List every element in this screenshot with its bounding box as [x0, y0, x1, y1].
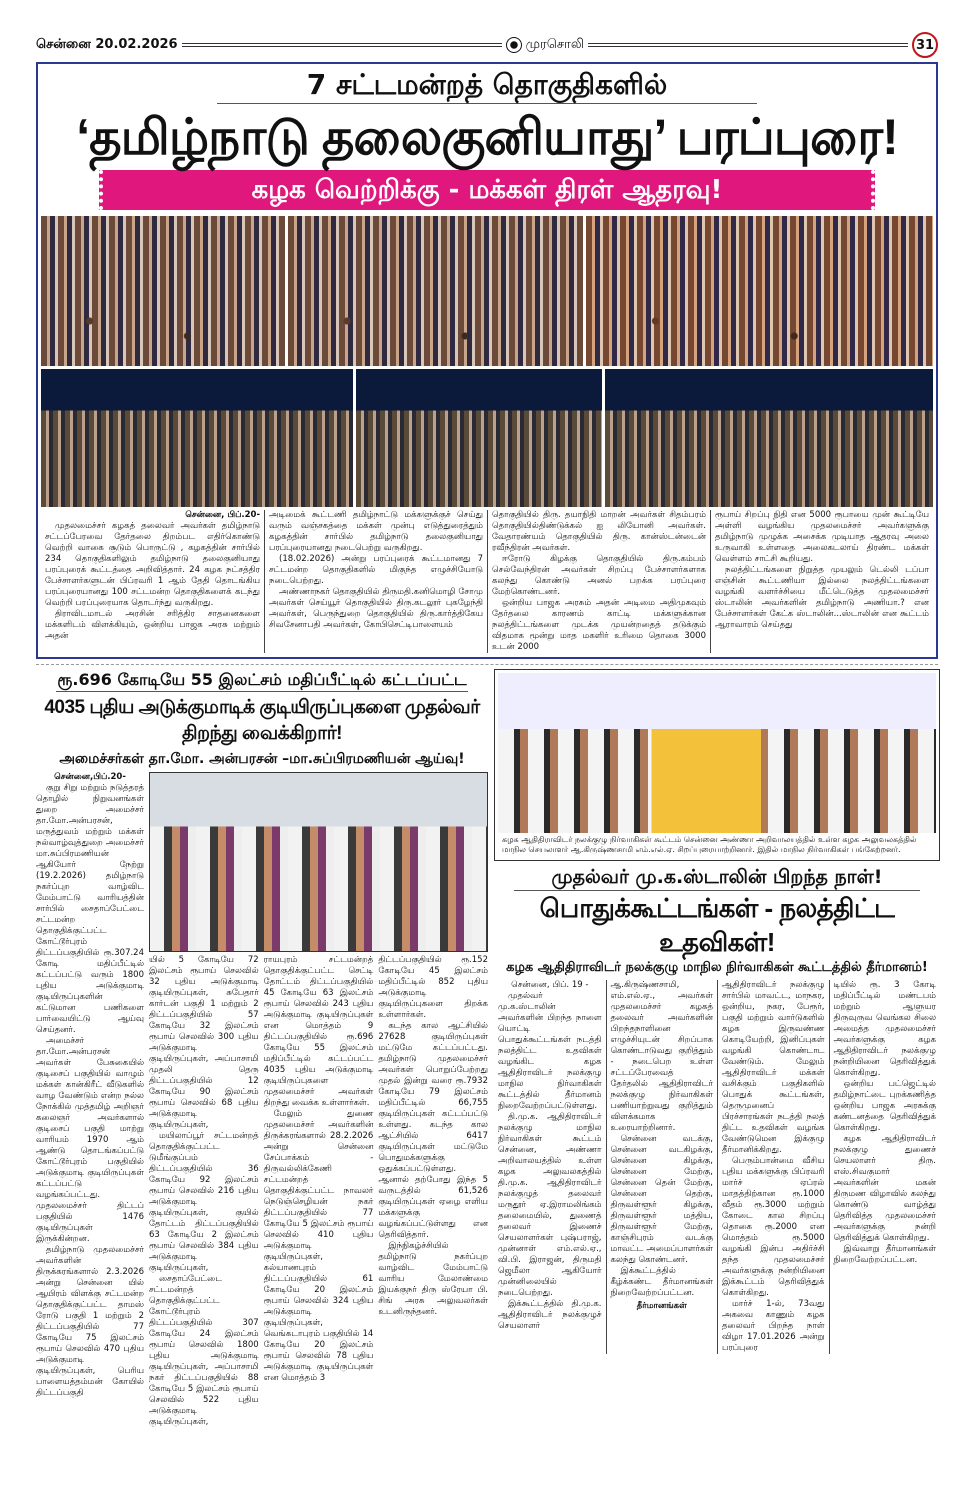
welfare-story-body [494, 980, 940, 1354]
paragraph: ஒன்றிய பட்ஜெட்டில் தமிழ்நாட்டை புறக்கணித்த ஒன்றிய பாஜக அரசுக்கு கண்டனத்தை தெரிவித்துக் கொள்கிறது. [833, 1079, 936, 1133]
paragraph: தி.மு.க. ஆதிதிராவிடர் நலக்குழு மாநில நிர்வாகிகள் கூட்டம் சென்னை, அண்ணா அறிவாலயத்தில் உள்ள கழக அலுவலகத்தில் தி.மு.க. ஆதிதிராவிடர் நலக்குழுத் தலைவர் மருதூர் ஏ.இராமலிங்கம் தலைமையில், துணைத் தலைவர் இணைச் செயலாளர்கள் புஷ்பராஜ், முன்னாள் எம்.எல்.ஏ., வி.பி. இராஜன், திருமதி ஜெமீலா ஆகியோர் முன்னிலையில் நடைபெற்றது. [498, 1112, 602, 1298]
left-headline: 4035 புதிய அடுக்குமாடிக் குடியிருப்புகளை முதல்வர் திறந்து வைக்கிறார்! [44, 697, 480, 744]
top-story-frame [36, 62, 938, 659]
right-headline: பொதுக்கூட்டங்கள் - நலத்திட்ட உதவிகள்! [539, 893, 895, 957]
meeting-photo-frame [494, 669, 940, 861]
top-kicker: 7 சட்டமன்றத் தொகுதிகளில் [217, 67, 757, 104]
paragraph: ராயபுரம் சட்டமன்றத் தொகுதிக்குட்பட்ட செட்டி தோட்டம் திட்டப்பகுதியில் 45 கோடியே 63 இலட்சம் ரூபாய் செலவில் 243 புதிய அடுக்குமாடி குடியிருப்புகள் என மொத்தம் 9 திட்டப்பகுதியில் ரூ.696 கோடியே 55 இலட்சம் மதிப்பீட்டில் கட்டப்பட்ட 4035 புதிய அடுக்குமாடி குடியிருப்புகளை முதலமைச்சர் அவர்கள் திறந்து வைக்க உள்ளார்கள். [263, 955, 374, 1108]
paragraph: மயிலாப்பூர் சட்டமன்றத் தொகுதிக்குட்பட்ட டுமீங்குப்பம் திட்டப்பகுதியில் 36 கோடியே 92 இலட்சம் ரூபாய் செலவில் 216 புதிய அடுக்குமாடி குடியிருப்புகள், குயில் தோட்டம் திட்டப்பகுதியில் 63 கோடியே 2 இலட்சம் ரூபாய் செலவில் 384 புதிய அடுக்குமாடி குடியிருப்புகள், [149, 1131, 259, 1273]
paragraph: இவ்வாறு தீர்மானங்கள் நிறைவேற்றப்பட்டன. [833, 1244, 936, 1265]
paragraph: அடிமைக் கூட்டணி தமிழ்நாட்டு மக்களுக்குச் செய்து வரும் வஞ்சகத்தை மக்கள் முன்பு எடுத்துரைத்தும் கழகத்தின் சார்பில் தமிழ்நாடு தலைகுனியாது பரப்புரையானது நடைபெற்று வருகிறது. [269, 510, 483, 553]
left-col-3 [264, 955, 374, 1428]
welfare-story [494, 669, 940, 1428]
rally-photo-night [41, 369, 353, 507]
right-kicker: முதல்வர் மு.க.ஸ்டாலின் பிறந்த நாள்! [514, 864, 920, 891]
paragraph: பெரும்பான்மை வீசிய புதிய மக்களுக்கு பிப்ரவரி மார்ச் ஏப்ரல் மாதத்திற்கான ரூ.1000 வீதம் ரூ.3000 மற்றும் கோடை கால சிறப்பு தொகை ரூ.2000 என மொத்தம் ரூ.5000 வழங்கி இன்ப அதிர்ச்சி தந்த முதலமைச்சர் அவர்களுக்கு நன்றியினை இக்கூட்டம் தெரிவித்துக் கொள்கிறது. [722, 1156, 825, 1298]
paragraph: மார்ச் 1-ல், 73வது அகவை காணும் கழக தலைவர் பிறந்த நாள் விழா 17.01.2026 அன்று பரப்புரை [722, 1299, 825, 1353]
left-kicker: ரூ.696 கோடியே 55 இலட்சம் மதிப்பீட்டில் கட்டப்பட்ட [56, 669, 468, 692]
header-rule [182, 43, 502, 47]
paragraph: கழக ஆதிதிராவிடர் நலக்குழு துணைச் செயலாளர் திரு. எஸ்.சிவகுமார் அவர்களின் மகன் திருமண விழாவில் கலந்து கொண்டு வாழ்த்து தெரிவித்த முதலமைச்சர் அவர்களுக்கு நன்றி தெரிவித்துக் கொள்கிறது. [833, 1134, 936, 1243]
top-col-2 [264, 510, 487, 653]
paragraph: ஒன்றிய பாஜக அரசும் அதன் அடிமை அதிமுகவும் தேர்தலை காரணம் காட்டி மக்களுக்கான நலத்திட்டங்களை முடக்க முயன்றதைத் தடுக்கும் விதமாக மூன்று மாத மகளிர் உரிமை தொகை 3000 உடன் 2000 [492, 598, 706, 652]
paragraph: நலத்திட்டங்களை நிறுத்த முயலும் டெல்லி டப்பா எஞ்சின் கூட்டணியா இல்லை நலத்திட்டங்களை வழங்கி வளர்ச்சியை மீட்டெடுத்த முதலமைச்சர் ஸ்டாலின் அவர்களின் தமிழ்நாடு அணியா.? என பேச்சாளர்கள் கேட்க ஸ்டாலின்...ஸ்டாலின் என கூட்டம் ஆராவாரம் செய்தது [715, 565, 929, 630]
rally-photo-audience [605, 369, 933, 507]
left-dateline: சென்னை,பிப்.20- [54, 772, 126, 782]
paragraph: சென்னை வடக்கு, சென்னை வடகிழக்கு, சென்னை கிழக்கு, சென்னை மேற்கு, சென்னை தென் மேற்கு, சென்னை தெற்கு, திருவள்ளூர் கிழக்கு, திருவள்ளூர் மத்திய, திருவள்ளூர் மேற்கு, காஞ்சிபுரம் வடக்கு மாவட்ட அமைப்பாளர்கள் கலந்து கொண்டனர். [610, 1134, 713, 1265]
left-subhead: அமைச்சர்கள் தா.மோ. அன்பரசன் –மா.சுப்பிரமணியன் ஆய்வு! [59, 751, 465, 767]
bottom-section [36, 669, 938, 1428]
paragraph: மேலும் துணை முதலமைச்சர் அவர்களின் திருக்கரங்களால் 28.2.2026 அன்று சென்னை சேப்பாக்கம் - திருவல்லிக்கேணி சட்டமன்றத் தொகுதிக்குட்பட்ட நாவலர் நெடுஞ்செழியன் நகர் திட்டப்பகுதியில் 77 கோடியே 5 இலட்சம் ரூபாய் செலவில் 410 புதிய அடுக்குமாடி குடியிருப்புகள், கல்யாணபுரம் திட்டப்பகுதியில் 61 கோடியே 20 இலட்சம் ரூபாய் செலவில் 324 புதிய அடுக்குமாடி குடியிருப்புகள், வெங்கடாபுரம் பகுதியில் 14 கோடியே 20 இலட்சம் ரூபாய் செலவில் 78 புதிய அடுக்குமாடி குடியிருப்புகள் என மொத்தம் 3 [263, 1109, 374, 1383]
paragraph: தொகுதியில் திரு. தயாநிதி மாறன் அவர்கள் சிதம்பரம் தொகுதியில்திண்டுக்கல் ஐ லியோனி அவர்கள். வேதாரண்யம் தொகுதியில் திரு. கான்ஸ்டன்டைன் ரவீந்திரன் அவர்கள். [492, 510, 706, 553]
paragraph: ஈரோடு கிழக்கு தொகுதியில் திரு.கம்பம் செல்வேந்திரன் அவர்கள் சிறப்பு பேச்சாளர்களாக கலந்து கொண்டு அனல் பறக்க பரப்புரை மேற்கொண்டனர். [492, 554, 706, 597]
right-col-3 [717, 980, 829, 1354]
right-subhead: கழக ஆதிதிராவிடர் நலக்குழு மாநில நிர்வாகிகள் கூட்டத்தில் தீர்மானம்! [506, 960, 928, 975]
paragraph: ஆதிதிராவிடர் நலக்குழு சார்பில் மாவட்ட, மாநகர, ஒன்றிய, நகர, பேரூர், பகுதி மற்றும் வார்டுகளில் கழக இருவண்ண கொடியேற்றி, இனிப்புகள் வழங்கி கொண்டாட வேண்டும். மேலும் ஆதிதிராவிடர் மக்கள் வசிக்கும் பகுதிகளில் பொதுக் கூட்டங்கள், தெருமுனைப் பிரச்சாரங்கள் நடத்தி நலத் திட்ட உதவிகள் வழங்க வேண்டுமென இக்குழு தீர்மானிக்கிறது. [722, 980, 825, 1155]
paragraph: திட்டப்பகுதியில் ரூ.152 கோடியே 45 இலட்சம் மதிப்பீட்டில் 852 புதிய அடுக்குமாடி குடியிருப்புகளை திறக்க உள்ளார்கள். [378, 955, 488, 1020]
top-dateline: சென்னை, பிப்.20- [185, 510, 260, 520]
top-col-1 [41, 510, 264, 653]
housing-story-body [36, 772, 488, 1428]
paper-logo-icon [506, 37, 522, 53]
photo-caption: கழக ஆதிதிராவிடர் நலக்குழு நிர்வாகிகள் கூட்டம் சென்னை அண்ணா அறிவாலயத்தில் உள்ள கழக அலுவலகத்தில் மாநில செயலாளர் ஆ.கிருஷ்ணசாமி எம்.எல்.ஏ. சிறப்புரையாற்றினார். இதில் மாநில நிர்வாகிகள் பங்கேற்றனர். [502, 835, 917, 854]
page-number: 31 [912, 32, 938, 58]
paragraph: அமைச்சர் தா.மோ.அன்பரசன் அவர்கள் பேசுகையில் குடிசைப் பகுதியில் வாழும் மக்கள் கான்கிரீட் வீடுகளில் வாழ வேண்டும் என்ற நல்ல நோக்கில் முத்தமிழ் அறிஞர் கலைஞர் அவர்களால் குடிசைப் பகுதி மாற்று வாரியம் 1970 ஆம் ஆண்டு தொடங்கப்பட்டு கோட்டூர்புரம் பகுதியில் அடுக்குமாடி குடியிருப்புகள் கட்டப்பட்டு வழங்கப்பட்டது. முதலமைச்சர் திட்டப் பகுதியில் 1476 குடியிருப்புகள் இருக்கின்றன. [36, 1036, 144, 1244]
paragraph: திராவிடமாடல் அரசின் சரித்திர சாதனைகளை மக்களிடம் விளக்கியும், ஒன்றிய பாஜக அரசு மற்றும் அதன் [45, 609, 260, 641]
paragraph: சைதாப்பேட்டை சட்டமன்றத் தொகுதிக்குட்பட்ட கோட்டூர்புரம் திட்டப்பகுதியில் 307 கோடியே 24 இலட்சம் ரூபாய் செலவில் 1800 புதிய அடுக்குமாடி குடியிருப்புகள், அப்பாசாமி நகர் திட்டப்பகுதியில் 88 கோடியே 5 இலட்சம் ரூபாய் செலவில் 522 புதிய அடுக்குமாடி குடியிருப்புகள், [149, 1274, 259, 1427]
top-col-4 [710, 510, 933, 653]
paragraph: முதலமைச்சர் கழகத் தலைவர் அவர்கள் தமிழ்நாடு சட்டப்பேரவை தேர்தலை திறம்பட எதிர்கொண்டு வெற்றி வாகை சூடும் பொருட்டு , கழகத்தின் சார்பில் 234 தொகுதிகளிலும் தமிழ்நாடு தலைகுனியாது பரப்புரைக் கூட்டத்தை அறிவித்தார். 24 கழக நட்சத்திர பேச்சாளர்களுடன் பிப்ரவரி 1 ஆம் தேதி தொடங்கிய பரப்புரையானது 100 சட்டமன்ற தொகுதிகளைக் கடந்து வெற்றி பரப்புரையாக தொடர்ந்து வருகிறது. [45, 521, 260, 608]
rally-photo-stage [41, 216, 285, 366]
paragraph: இக்கூட்டத்தில் கீழ்க்கண்ட தீர்மானங்கள் நிறைவேற்றப்பட்டன. [610, 1266, 713, 1298]
left-col-4 [378, 955, 488, 1428]
housing-photo-and-cols [149, 772, 488, 1428]
paragraph: கடந்த கால ஆட்சியில் 27628 குடியிருப்புகள் மட்டுமே கட்டப்பட்டது. தமிழ்நாடு முதலமைச்சர் அவர்கள் பொறுப்பேற்றது முதல் இன்று வரை ரூ.7932 கோடியே 79 இலட்சம் மதிப்பீட்டில் 66,755 குடியிருப்புகள் கட்டப்பட்டு உள்ளது. கடந்த கால ஆட்சியில் 6417 குடியிருப்புகள் மட்டுமே பொதுமக்களுக்கு ஒதுக்கப்பட்டுள்ளது. ஆனால் தற்போது இந்த 5 வருடத்தில் 61,526 குடியிருப்புகள் ஏழை எளிய மக்களுக்கு வழங்கப்பட்டுள்ளது என தெரிவித்தார். [378, 1021, 488, 1240]
rally-photo-statue [356, 369, 602, 507]
left-col-1 [36, 772, 144, 1428]
left-col-2 [149, 955, 259, 1428]
paragraph: (18.02.2026) அன்று பரப்புரைக் கூட்டமானது 7 சட்டமன்ற தொகுதிகளில் மிகுந்த எழுச்சியோடு நடைபெற்றது. [269, 554, 483, 586]
right-col-4 [829, 980, 941, 1354]
photo-row-2 [41, 369, 933, 507]
section-divider [36, 664, 938, 665]
paragraph: இக்கூட்டத்தில் தி.மு.க. ஆதிதிராவிடர் நலக்குழுச் செயலாளர் [498, 1299, 602, 1331]
inspection-photo [149, 772, 488, 952]
paper-name: முரசொலி [525, 37, 585, 52]
paragraph: அண்ணாநகர் தொகுதியில் திருமதி.கனிமொழி சோமு அவர்கள் செய்யூர் தொகுதியில் திரு.கடலூர் புகழேந்தி அவர்கள், பெருந்துறை தொகுதியில் திரு.கார்த்திகேய சிவசேனாபதி அவர்கள், கோபிசெட்டிபாளையம் [269, 587, 483, 630]
housing-cols [149, 955, 488, 1428]
paragraph: முதல்வர் மு.க.ஸ்டாலின் அவர்களின் பிறந்த நாளை யொட்டி பொதுக்கூட்டங்கள் நடத்தி நலத்திட்ட உதவிகள் வழங்கிட கழக ஆதிதிராவிடர் நலக்குழு மாநில நிர்வாகிகள் கூட்டத்தில் தீர்மானம் நிறைவேற்றப்பட்டுள்ளது. [498, 991, 602, 1111]
rally-photo-women [586, 216, 933, 366]
page-header [36, 32, 938, 58]
paragraph: இந்நிகழ்ச்சியில் தமிழ்நாடு நகர்ப்புற வாழ்விட மேம்பாட்டு வாரிய மேலாண்மை இயக்குநர் திரு ஸ்ரேயா பி. சிங் அரசு அலுவலர்கள் உடனிருந்தனர். [378, 1241, 488, 1317]
resolutions-heading: தீர்மானங்கள் [636, 1301, 687, 1311]
top-story-text [41, 510, 933, 653]
top-col-3 [487, 510, 710, 653]
right-col-1 [494, 980, 606, 1354]
header-rule [588, 43, 908, 47]
paragraph: தமிழ்நாடு முதலமைச்சர் அவர்களின் திருக்கரங்களால் 2.3.2026 அன்று சென்னை யில் ஆயிரம் விளக்கு சட்டமன்ற தொகுதிக்குட்பட்ட தாமஸ் ரோடு பகுதி 1 மற்றும் 2 திட்டப்பகுதியில் 77 கோடியே 75 இலட்சம் ரூபாய் செலவில் 470 புதிய அடுக்குமாடி குடியிருப்புகள், பெரிய பாளையத்தம்மன் கோயில் திட்டப்பகுதி [36, 1245, 144, 1398]
paragraph: ரூபாய் சிறப்பு நிதி என 5000 ரூபாயை முன் கூட்டியே அள்ளி வழங்கிய முதலமைச்சர் அவர்களுக்கு தமிழ்நாடு முழுக்க அசைக்க முடியாத ஆதரவு அலை உருவாகி உள்ளதை அலைகடலாய் திரண்ட மக்கள் வெள்ளம் சாட்சி கூறியது. [715, 510, 929, 564]
top-banner: கழக வெற்றிக்கு - மக்கள் திரள் ஆதரவு! [99, 170, 875, 210]
paragraph: ஆ.கிருஷ்ணசாமி, எம்.எல்.ஏ., அவர்கள் முதலமைச்சர் கழகத் தலைவர் அவர்களின் பிறந்தநாளினை எழுச்சியுடன் சிறப்பாக கொண்டாடுவது குறித்தும் - நடைபெற உள்ள சட்டப்பேரவைத் தேர்தலில் ஆதிதிராவிடர் நலக்குழு நிர்வாகிகள் பணியாற்றுவது குறித்தும் விளக்கமாக உரையாற்றினார். [610, 980, 713, 1133]
rally-photo-crowd [288, 216, 583, 366]
right-col-2 [606, 980, 718, 1354]
photo-row-1 [41, 216, 933, 366]
housing-story [36, 669, 488, 1428]
top-headline: ‘தமிழ்நாடு தலைகுனியாது’ பரப்புரை! [76, 109, 898, 165]
paragraph: குறு சிறு மற்றும் நடுத்தரத் தொழில் நிறுவனங்கள் துறை அமைச்சர் தா.மோ.அன்பரசன், மருத்துவம் மற்றும் மக்கள் நல்வாழ்வுத்துறை அமைச்சர் மா.சுப்பிரமணியன் ஆகியோர் நேற்று (19.2.2026) தமிழ்நாடு நகர்ப்புற வாழ்விட மேம்பாட்டு வாரியத்தின் சார்பில் சைதாப்பேட்டை சட்டமன்ற தொகுதிக்குட்பட்ட கோட்டூர்புரம் திட்டப்பகுதியில் ரூ.307.24 கோடி மதிப்பீட்டில் கட்டப்பட்டு வரும் 1800 புதிய அடுக்குமாடி குடியிருப்புகளின் கட்டுமான பணிகளை பார்வையிட்டு ஆய்வு செய்தனர். [36, 783, 144, 1035]
paragraph: டியில் ரூ. 3 கோடி மதிப்பீட்டில் மண்டபம் மற்றும் ஆளுயர திருவுருவ வெங்கல சிலை அமைத்த முதலமைச்சர் அவர்களுக்கு கழக ஆதிதிராவிடர் நலக்குழு நன்றியினை தெரிவித்துக் கொள்கிறது. [833, 980, 936, 1078]
paragraph: யில் 5 கோடியே 72 இலட்சம் ரூபாய் செலவில் 32 புதிய அடுக்குமாடி குடியிருப்புகள், சுபேதார் கார்டன் பகுதி 1 மற்றும் 2 திட்டப்பகுதியில் 57 கோடியே 32 இலட்சம் ரூபாய் செலவில் 300 புதிய அடுக்குமாடி குடியிருப்புகள், அப்பாசாமி முதலி தெரு திட்டப்பகுதியில் 12 கோடியே 90 இலட்சம் ரூபாய் செலவில் 68 புதிய அடுக்குமாடி குடியிருப்புகள், [149, 955, 259, 1130]
right-dateline: சென்னை, பிப். 19 - [511, 980, 589, 990]
city-date: சென்னை 20.02.2026 [36, 37, 178, 52]
meeting-photo [498, 673, 936, 833]
